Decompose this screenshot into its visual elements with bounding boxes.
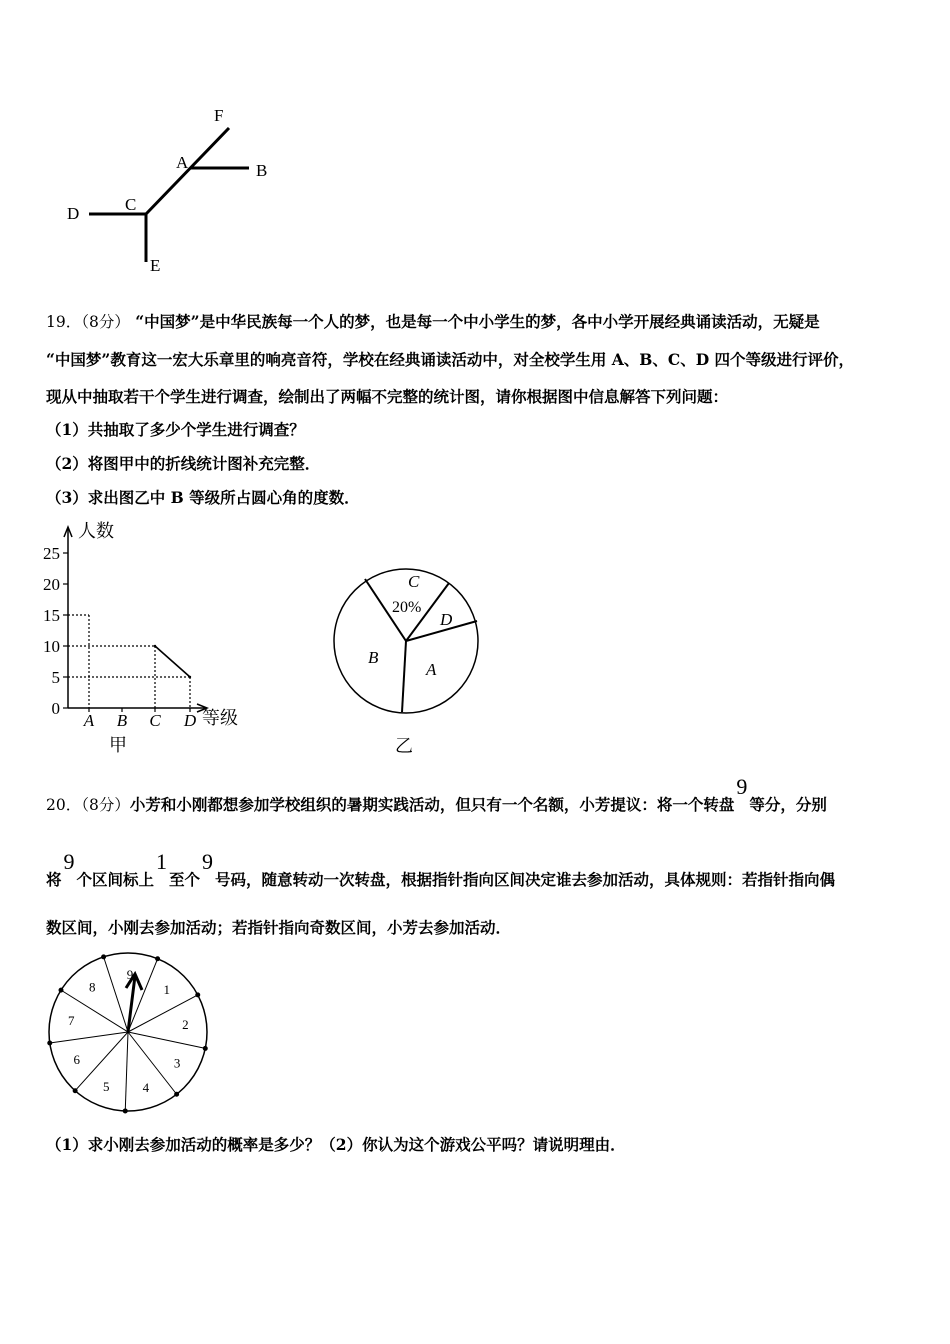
x-axis-label: 等级 [202,708,238,728]
spinner-number-9: 9 [126,967,134,983]
q19-sub-1: （1）共抽取了多少个学生进行调查？ [46,420,305,439]
x-tick-label-d: D [183,711,197,730]
pie-label-a: A [426,660,437,679]
chart-yi-title: 乙 [395,736,413,756]
pie-label-c: C [408,572,420,591]
q19-line-3: 现从中抽取若干个学生进行调查，绘制出了两幅不完整的统计图，请你根据图中信息解答下列问题： [46,387,729,406]
spinner-divider [128,1032,177,1094]
geometry-figure [0,0,950,290]
line-chart-jia [40,515,260,760]
spinner-divider [75,1032,128,1091]
spinner-number-7: 7 [68,1012,75,1028]
spinner-divider [128,1032,205,1048]
spinner-divider [50,1032,128,1043]
label-d: D [67,204,80,223]
y-tick-label: 10 [43,637,60,656]
pie-label-d: D [440,610,453,629]
q19-text-1: “中国梦”是中华民族每一个人的梦，也是每一个中小学生的梦，各中小学开展经典诵读活动，无疑是 [135,312,820,331]
q20-line-3: 数区间，小刚去参加活动；若指针指向奇数区间，小芳去参加活动． [46,918,512,937]
q20-num-9a: 9 [736,774,748,799]
spinner-number-2: 2 [182,1016,189,1032]
spinner-figure [40,948,220,1118]
y-tick-label: 5 [51,668,60,687]
q20-text-1b: 等分，分别 [749,795,827,814]
label-c: C [125,195,137,214]
spinner-number-8: 8 [89,979,96,995]
spinner-tick [203,1046,207,1050]
spinner-tick [156,957,160,961]
q20-text-2b: 个区间标上 [76,870,155,889]
spinner-tick [48,1041,52,1045]
y-tick-label: 15 [43,606,60,625]
divider-a-b [402,641,406,712]
label-e: E [150,256,161,275]
q19-number: 19． [46,313,82,331]
spinner-tick [102,955,106,959]
spinner-tick [123,1109,127,1113]
pie-value-c: 20% [392,599,422,616]
spinner-number-6: 6 [73,1052,81,1068]
q20-text-2c: 至个 [169,870,201,889]
spinner-tick [175,1092,179,1096]
q20-num-1: 1 [156,849,168,874]
pie-label-b: B [368,648,379,667]
y-tick-label: 0 [51,699,60,718]
q20-line-2 [46,849,906,890]
q20-num-9b: 9 [63,849,75,874]
spinner-tick [73,1089,77,1093]
y-tick-label: 20 [43,575,60,594]
q19-sub-2: （2）将图甲中的折线统计图补充完整． [46,454,321,473]
spinner-divider [104,957,128,1032]
data-point-c [154,645,156,647]
pie-chart-yi [330,562,490,762]
geometry-lines [89,128,249,262]
q19-score: （8分） [81,313,130,331]
q20-score: （8分） [81,796,130,814]
q20-text-1a: 小芳和小刚都想参加学校组织的暑期实践活动，但只有一个名额，小芳提议：将一个转盘 [129,795,735,814]
q19-sub-3: （3）求出图乙中 B 等级所占圆心角的度数． [46,488,360,507]
q19-line-1 [46,312,906,332]
series-line [155,646,190,677]
x-tick-label-c: C [149,711,161,730]
spinner-number-5: 5 [103,1078,110,1094]
spinner-tick [59,988,63,992]
label-b: B [256,161,268,180]
x-tick-label-b: B [116,711,128,730]
q20-number: 20． [46,796,82,814]
spinner-number-4: 4 [142,1080,150,1096]
label-a: A [176,153,189,172]
q20-sub: （1）求小刚去参加活动的概率是多少？（2）你认为这个游戏公平吗？请说明理由． [46,1135,626,1154]
spinner-divider [125,1032,128,1111]
q20-line-1 [46,774,906,815]
y-axis-label: 人数 [78,521,114,541]
y-tick-label: 25 [43,544,60,563]
q20-num-9c: 9 [202,849,214,874]
spinner-number-3: 3 [173,1055,181,1071]
q20-text-2a: 将 [46,870,62,889]
q19-line-2: “中国梦”教育这一宏大乐章里的响亮音符，学校在经典诵读活动中，对全校学生用 A、B、C、D 四个等级进行评价， [46,350,855,369]
chart-jia-title: 甲 [109,735,127,755]
x-tick-label-a: A [83,711,95,730]
data-point-d [189,676,191,678]
q20-text-2d: 号码，随意转动一次转盘，根据指针指向区间决定谁去参加活动，具体规则：若指针指向偶 [215,870,836,889]
spinner-number-1: 1 [163,981,171,997]
spinner-tick [196,993,200,997]
label-f: F [214,106,224,125]
